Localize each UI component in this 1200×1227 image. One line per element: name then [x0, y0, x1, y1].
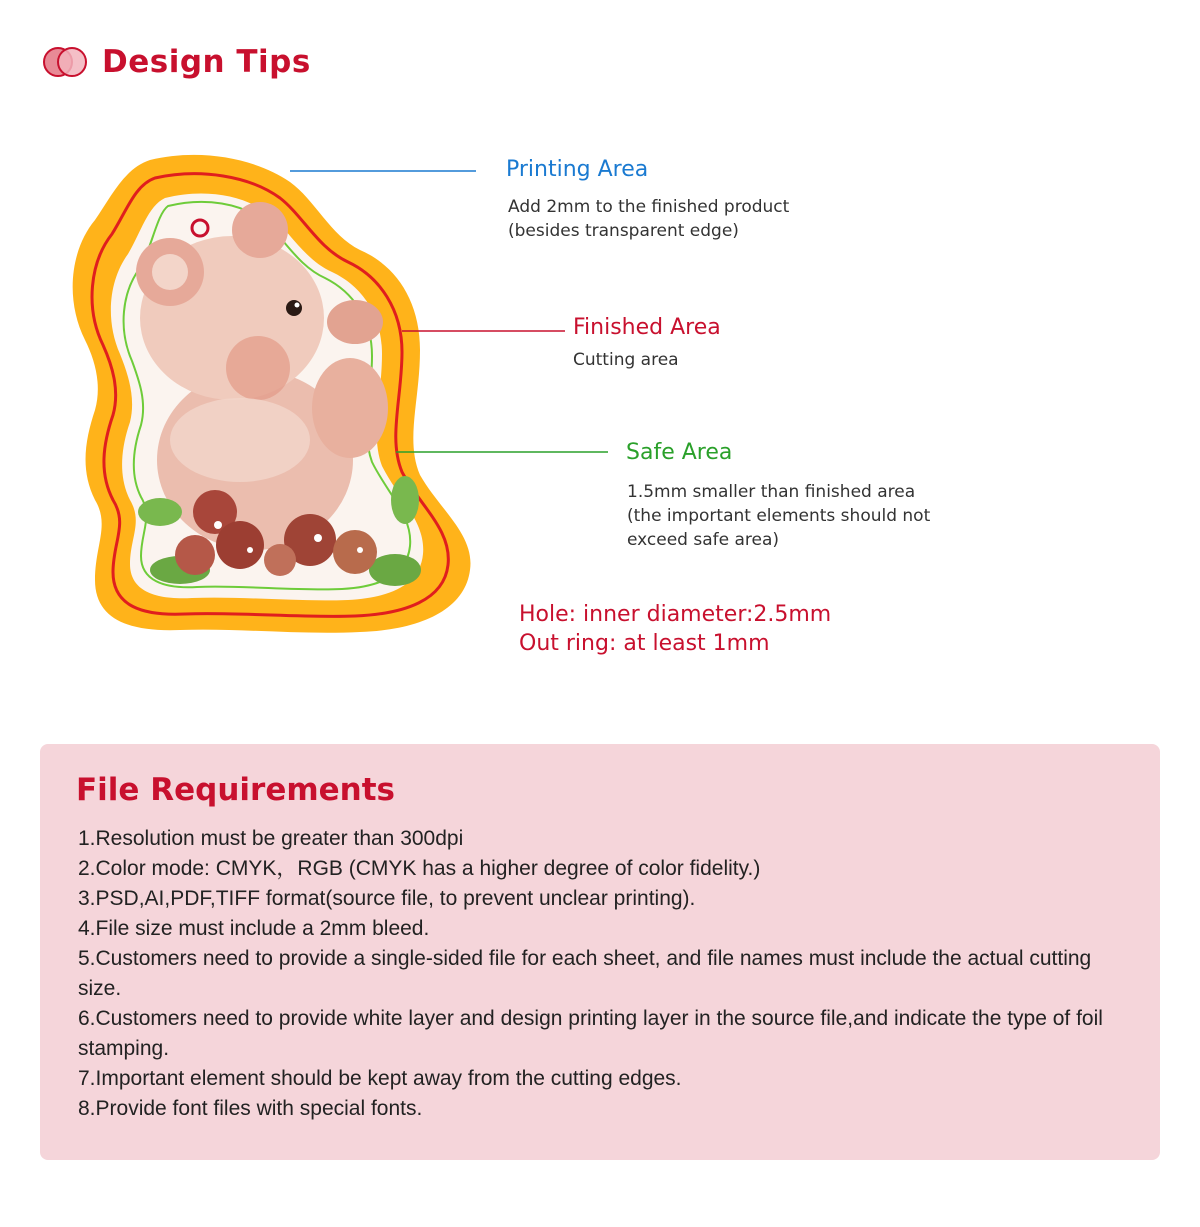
safe-area-title: Safe Area — [626, 440, 733, 465]
finished-area-title: Finished Area — [573, 315, 721, 340]
header — [40, 40, 311, 84]
page-title: Design Tips — [102, 44, 311, 80]
list-item: 1.Resolution must be greater than 300dpi — [78, 827, 464, 850]
printing-area-desc — [508, 195, 789, 243]
finished-area-desc-line: Cutting area — [573, 350, 679, 370]
file-requirements-title: File Requirements — [76, 772, 396, 808]
printing-area-desc-line: (besides transparent edge) — [508, 221, 739, 241]
safe-area-desc-line: exceed safe area) — [627, 530, 780, 550]
hole-note — [519, 600, 831, 658]
safe-area-desc-line: (the important elements should not — [627, 506, 931, 526]
finished-area-desc — [573, 348, 679, 372]
hole-diameter-text: Hole: inner diameter:2.5mm — [519, 602, 832, 627]
list-item: 7.Important element should be kept away from the cutting edges. — [78, 1067, 682, 1090]
requirements-list — [78, 824, 1118, 1124]
list-item: 5.Customers need to provide a single-sided file for each sheet, and file names must include the actual cutting size. — [78, 947, 1092, 1000]
out-ring-text: Out ring: at least 1mm — [519, 631, 770, 656]
list-item: 8.Provide font files with special fonts. — [78, 1097, 423, 1120]
list-item: 3.PSD,AI,PDF,TIFF format(source file, to prevent unclear printing). — [78, 887, 696, 910]
safe-area-desc-line: 1.5mm smaller than finished area — [627, 482, 916, 502]
file-requirements-panel — [40, 744, 1160, 1160]
list-item: 4.File size must include a 2mm bleed. — [78, 917, 430, 940]
printing-area-title: Printing Area — [506, 157, 649, 182]
printing-area-desc-line: Add 2mm to the finished product — [508, 197, 790, 217]
double-circle-icon — [40, 42, 90, 82]
list-item: 2.Color mode: CMYK，RGB (CMYK has a higher degree of color fidelity.) — [78, 857, 761, 880]
safe-area-desc — [627, 480, 930, 552]
list-item: 6.Customers need to provide white layer and design printing layer in the source file,and indicate the type of foil stamping. — [78, 1007, 1103, 1060]
